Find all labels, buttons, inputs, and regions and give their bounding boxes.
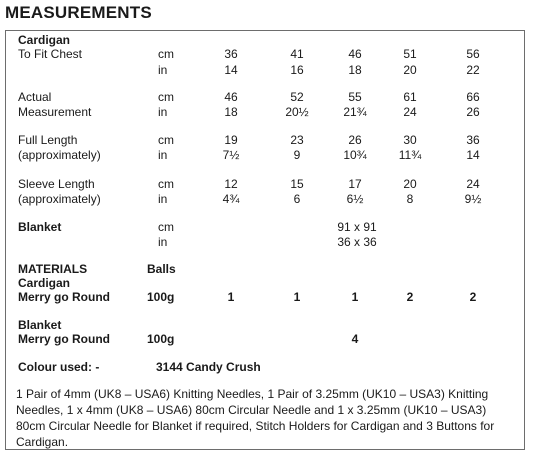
blanket-cm-size: 91 x 91 [337,220,377,234]
needles-notes: 1 Pair of 4mm (UK8 – USA6) Knitting Needles, 1 Pair of 3.25mm (UK10 – USA3) Knitting Needles, 1 x 4mm (UK8 – USA6) 80cm Circular Needle and 1 x 3.25mm (UK10 – USA3) 80cm Circular Needle for Blanket if required, Stitch Holders for Cardigan and 3 Buttons for Cardigan. [16,387,495,449]
colour-label: Colour used: - [18,360,100,374]
fit-chest-in-2: 16 [290,63,304,77]
blanket-cm-unit: cm [158,220,174,234]
sleeve-cm-5: 24 [466,177,480,191]
actual-cm-unit: cm [158,90,174,104]
sleeve-in-5: 9½ [464,192,482,206]
fit-chest-in-5: 22 [466,63,480,77]
sleeve-in-4: 8 [406,192,414,206]
length-label-1: Full Length [18,133,78,147]
sleeve-in-2: 6 [293,192,301,206]
length-in-2: 9 [293,148,301,162]
length-cm-5: 36 [466,133,480,147]
fit-chest-label: To Fit Chest [18,47,83,61]
actual-in-1: 18 [224,105,238,119]
colour-value: 3144 Candy Crush [156,360,261,374]
length-in-3: 10¾ [343,148,367,162]
cardigan-yarn: Merry go Round [18,290,110,304]
sleeve-in-unit: in [158,192,168,206]
materials-cardigan-title: Cardigan [18,276,71,290]
materials-title: MATERIALS [18,262,88,276]
sleeve-cm-unit: cm [158,177,174,191]
actual-cm-2: 52 [290,90,304,104]
actual-cm-5: 66 [466,90,480,104]
fit-chest-cm-4: 51 [403,47,417,61]
balls-header: Balls [147,262,176,276]
length-cm-3: 26 [348,133,362,147]
fit-chest-cm-3: 46 [348,47,362,61]
cardigan-balls-3: 1 [351,290,359,304]
cardigan-balls-5: 2 [469,290,477,304]
sleeve-cm-1: 12 [224,177,238,191]
length-in-1: 7½ [222,148,240,162]
fit-chest-in-unit: in [158,63,168,77]
blanket-yarn-weight: 100g [147,332,175,346]
actual-in-unit: in [158,105,168,119]
actual-in-4: 24 [403,105,417,119]
blanket-balls: 4 [351,332,359,346]
length-cm-1: 19 [224,133,238,147]
length-in-4: 11¾ [398,148,422,162]
blanket-title: Blanket [18,220,62,234]
actual-cm-1: 46 [224,90,238,104]
actual-cm-3: 55 [348,90,362,104]
actual-in-2: 20½ [285,105,309,119]
length-cm-4: 30 [403,133,417,147]
length-cm-unit: cm [158,133,174,147]
actual-cm-4: 61 [403,90,417,104]
sleeve-in-3: 6½ [346,192,364,206]
cardigan-title: Cardigan [18,33,71,47]
length-in-5: 14 [466,148,480,162]
actual-label-2: Measurement [18,105,92,119]
actual-in-3: 21¾ [343,105,367,119]
cardigan-balls-2: 1 [293,290,301,304]
sleeve-label-1: Sleeve Length [18,177,95,191]
blanket-in-unit: in [158,235,168,249]
length-cm-2: 23 [290,133,304,147]
fit-chest-cm-2: 41 [290,47,304,61]
sleeve-label-2: (approximately) [18,192,101,206]
sleeve-in-1: 4¾ [222,192,240,206]
fit-chest-cm-5: 56 [466,47,480,61]
fit-chest-in-1: 14 [224,63,238,77]
actual-in-5: 26 [466,105,480,119]
length-in-unit: in [158,148,168,162]
actual-label-1: Actual [18,90,52,104]
sleeve-cm-2: 15 [290,177,304,191]
fit-chest-in-3: 18 [348,63,362,77]
blanket-yarn: Merry go Round [18,332,110,346]
fit-chest-cm-unit: cm [158,47,174,61]
length-label-2: (approximately) [18,148,101,162]
cardigan-balls-1: 1 [227,290,235,304]
sleeve-cm-3: 17 [348,177,362,191]
materials-blanket-title: Blanket [18,318,62,332]
fit-chest-in-4: 20 [403,63,417,77]
cardigan-balls-4: 2 [406,290,414,304]
sleeve-cm-4: 20 [403,177,417,191]
page-title: MEASUREMENTS [5,3,152,22]
fit-chest-cm-1: 36 [224,47,238,61]
cardigan-yarn-weight: 100g [147,290,175,304]
blanket-in-size: 36 x 36 [337,235,377,249]
